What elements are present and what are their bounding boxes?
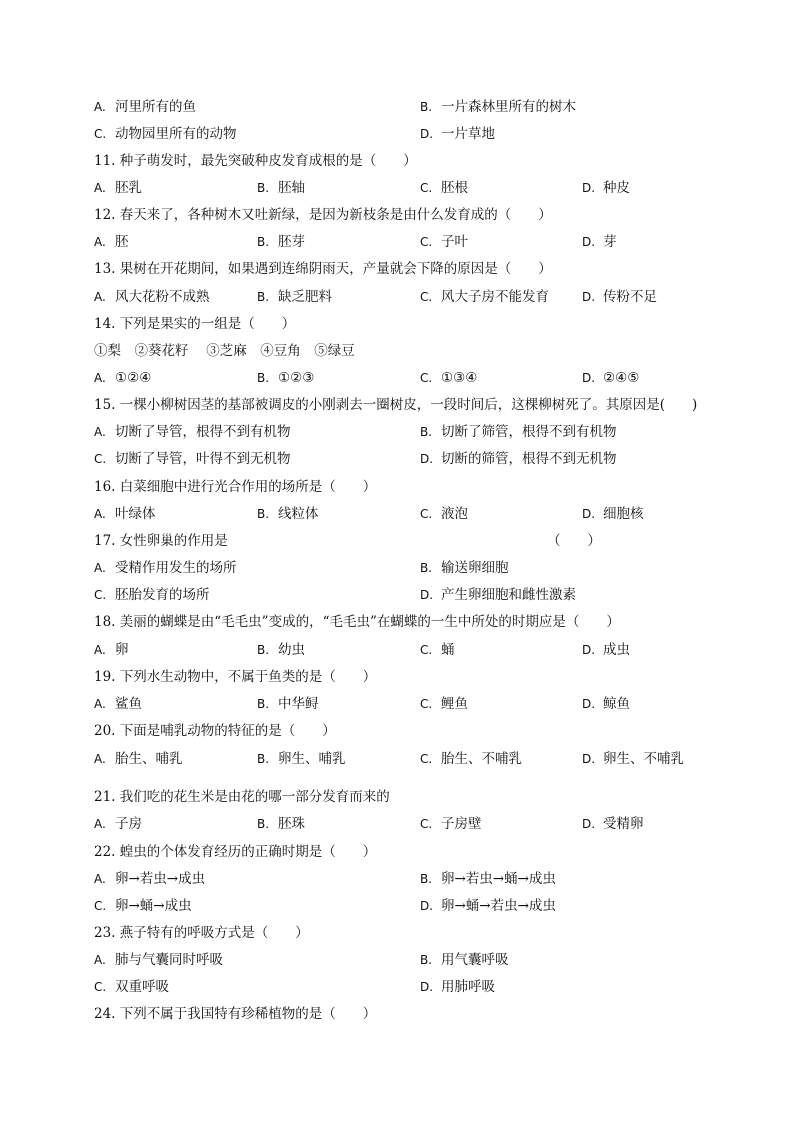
option-letter: B. (420, 100, 433, 114)
question-text: 17. 女性卵巢的作用是 (94, 533, 228, 549)
answer-option (582, 640, 630, 660)
question-line (94, 842, 734, 862)
answer-option (420, 504, 468, 524)
answer-option (420, 640, 455, 660)
answer-option (257, 178, 305, 198)
option-letter: B. (420, 561, 433, 575)
option-letter: A. (94, 817, 106, 831)
answer-option (257, 232, 305, 252)
option-text: ①②④ (115, 370, 152, 386)
option-text: 中华鲟 (278, 696, 319, 712)
answer-option (94, 950, 223, 970)
options-line (94, 368, 734, 388)
answer-option (94, 504, 156, 524)
option-text: 缺乏肥料 (278, 289, 332, 305)
options-line (94, 504, 734, 524)
answer-option (420, 896, 556, 916)
option-letter: D. (582, 697, 596, 711)
option-letter: D. (582, 752, 596, 766)
option-text: ①③④ (441, 370, 478, 386)
options-line (94, 422, 734, 442)
option-text: 用气囊呼吸 (441, 952, 509, 968)
question-line (94, 531, 734, 551)
option-letter: B. (420, 425, 433, 439)
option-text: 河里所有的鱼 (115, 99, 196, 115)
question-text: 16. 白菜细胞中进行光合作用的场所是（ ） (94, 479, 377, 495)
answer-option (257, 694, 319, 714)
option-text: 输送卵细胞 (441, 560, 509, 576)
answer-option (257, 287, 332, 307)
option-letter: D. (420, 127, 434, 141)
option-text: 卵→若虫→蛹→成虫 (441, 871, 556, 887)
question-text: 18. 美丽的蝴蝶是由“毛毛虫”变成的，“毛毛虫”在蝴蝶的一生中所处的时期应是（ ） (94, 614, 620, 630)
options-line (94, 950, 734, 970)
option-letter: C. (94, 980, 107, 994)
option-text: 幼虫 (278, 642, 305, 658)
answer-option (582, 749, 684, 769)
option-text: 双重呼吸 (115, 979, 169, 995)
answer-option (94, 422, 291, 442)
option-text: 切断的筛管，根得不到无机物 (441, 451, 617, 467)
question-text: 15. 一棵小柳树因茎的基部被调皮的小刚剥去一圈树皮，一段时间后，这棵柳树死了。其原因是( ) (94, 397, 698, 413)
option-text: 一片草地 (441, 126, 495, 142)
options-line (94, 896, 734, 916)
option-letter: A. (94, 507, 106, 521)
option-letter: A. (94, 181, 106, 195)
question-text: 19. 下列水生动物中，不属于鱼类的是（ ） (94, 669, 377, 685)
option-text: 子房壁 (441, 816, 482, 832)
answer-option (582, 504, 644, 524)
answer-option (420, 585, 576, 605)
answer-option (94, 449, 291, 469)
answer-option (94, 640, 129, 660)
question-line (94, 787, 734, 807)
question-line (94, 477, 734, 497)
answer-option (94, 178, 142, 198)
answer-option (257, 368, 314, 388)
option-letter: D. (420, 899, 434, 913)
option-letter: D. (420, 588, 434, 602)
option-letter: A. (94, 752, 106, 766)
options-line (94, 640, 734, 660)
answer-option (94, 694, 142, 714)
option-letter: A. (94, 290, 106, 304)
answer-option (94, 896, 192, 916)
answer-option (94, 869, 205, 889)
options-line (94, 558, 734, 578)
option-text: 芽 (603, 234, 617, 250)
answer-option (420, 749, 522, 769)
option-text: 子叶 (441, 234, 468, 250)
option-letter: B. (257, 643, 270, 657)
option-text: 胚珠 (278, 816, 305, 832)
option-letter: C. (94, 452, 107, 466)
option-letter: A. (94, 953, 106, 967)
option-letter: A. (94, 100, 106, 114)
question-text: 20. 下面是哺乳动物的特征的是（ ） (94, 723, 336, 739)
option-text: 产生卵细胞和雌性激素 (441, 587, 576, 603)
option-letter: C. (94, 899, 107, 913)
question-line (94, 314, 734, 334)
option-letter: C. (420, 817, 433, 831)
answer-option (420, 950, 509, 970)
answer-option (420, 558, 509, 578)
option-letter: D. (420, 980, 434, 994)
answer-option (257, 749, 346, 769)
option-letter: D. (582, 817, 596, 831)
option-text: 卵 (115, 642, 129, 658)
option-text: 风大子房不能发育 (441, 289, 549, 305)
options-line (94, 585, 734, 605)
options-line (94, 232, 734, 252)
option-letter: B. (257, 817, 270, 831)
answer-option (420, 287, 549, 307)
option-letter: A. (94, 371, 106, 385)
option-letter: C. (94, 588, 107, 602)
answer-option (420, 422, 617, 442)
option-text: 胎生、哺乳 (115, 751, 183, 767)
option-text: 胚轴 (278, 180, 305, 196)
option-letter: D. (582, 507, 596, 521)
option-text: 卵→蛹→成虫 (115, 898, 192, 914)
option-text: 肺与气囊同时呼吸 (115, 952, 223, 968)
question-text: 22. 蝗虫的个体发育经历的正确时期是（ ） (94, 844, 377, 860)
option-letter: B. (257, 235, 270, 249)
option-letter: A. (94, 561, 106, 575)
answer-option (94, 232, 129, 252)
answer-option (420, 178, 468, 198)
answer-option (420, 124, 495, 144)
option-text: 叶绿体 (115, 506, 156, 522)
answer-option (582, 694, 630, 714)
question-text: ①梨 ②葵花籽 ③芝麻 ④豆角 ⑤绿豆 (94, 343, 355, 359)
option-letter: C. (420, 643, 433, 657)
option-text: 胚 (115, 234, 129, 250)
question-line (94, 721, 734, 741)
answer-option (420, 869, 556, 889)
answer-option (420, 814, 482, 834)
answer-blank: （ ） (547, 533, 601, 549)
answer-option (582, 368, 639, 388)
option-letter: A. (94, 425, 106, 439)
option-text: 蛹 (441, 642, 455, 658)
option-letter: C. (420, 235, 433, 249)
option-text: 一片森林里所有的树木 (441, 99, 576, 115)
option-text: 胚乳 (115, 180, 142, 196)
option-text: 液泡 (441, 506, 468, 522)
answer-option (582, 814, 644, 834)
options-line (94, 694, 734, 714)
option-text: 细胞核 (603, 506, 644, 522)
option-letter: A. (94, 872, 106, 886)
answer-option (94, 368, 151, 388)
answer-option (257, 504, 319, 524)
question-line (94, 341, 734, 361)
option-text: ②④⑤ (603, 370, 640, 386)
question-line (94, 1004, 734, 1024)
option-letter: D. (582, 235, 596, 249)
option-letter: B. (257, 181, 270, 195)
question-line (94, 151, 734, 171)
option-text: 线粒体 (278, 506, 319, 522)
option-text: 鲸鱼 (603, 696, 630, 712)
option-text: 胚胎发育的场所 (115, 587, 210, 603)
option-text: 受精卵 (603, 816, 644, 832)
option-letter: C. (420, 290, 433, 304)
answer-option (94, 558, 237, 578)
option-text: 胎生、不哺乳 (441, 751, 522, 767)
answer-option (582, 232, 617, 252)
question-text: 12. 春天来了，各种树木又吐新绿，是因为新枝条是由什么发育成的（ ） (94, 207, 552, 223)
options-line (94, 178, 734, 198)
option-text: 受精作用发生的场所 (115, 560, 237, 576)
option-letter: A. (94, 643, 106, 657)
answer-option (257, 814, 305, 834)
option-text: 风大花粉不成熟 (115, 289, 210, 305)
option-text: 卵生、不哺乳 (603, 751, 684, 767)
option-text: 切断了导管，叶得不到无机物 (115, 451, 291, 467)
option-text: 成虫 (603, 642, 630, 658)
option-letter: D. (420, 452, 434, 466)
option-text: 胚芽 (278, 234, 305, 250)
option-text: 切断了导管，根得不到有机物 (115, 424, 291, 440)
option-letter: B. (420, 872, 433, 886)
option-letter: C. (420, 181, 433, 195)
question-line (94, 612, 734, 632)
answer-option (420, 694, 468, 714)
option-letter: C. (420, 697, 433, 711)
option-letter: B. (257, 290, 270, 304)
answer-option (420, 977, 495, 997)
option-letter: D. (582, 290, 596, 304)
options-line (94, 977, 734, 997)
answer-option (420, 232, 468, 252)
option-text: 卵→若虫→成虫 (115, 871, 206, 887)
question-line (94, 259, 734, 279)
question-text: 14. 下列是果实的一组是（ ） (94, 316, 296, 332)
answer-option (582, 287, 657, 307)
option-text: 用肺呼吸 (441, 979, 495, 995)
question-text: 13. 果树在开花期间，如果遇到连绵阴雨天，产量就会下降的原因是（ ） (94, 261, 552, 277)
option-letter: C. (420, 371, 433, 385)
question-line (94, 395, 734, 415)
answer-option (94, 124, 237, 144)
answer-option (94, 977, 169, 997)
option-letter: C. (94, 127, 107, 141)
options-line (94, 449, 734, 469)
question-text: 21. 我们吃的花生米是由花的哪一部分发育而来的 (94, 789, 390, 805)
option-letter: A. (94, 697, 106, 711)
option-letter: B. (257, 752, 270, 766)
option-text: 胚根 (441, 180, 468, 196)
options-line (94, 749, 734, 769)
option-letter: B. (257, 697, 270, 711)
option-text: ①②③ (278, 370, 315, 386)
option-text: 动物园里所有的动物 (115, 126, 237, 142)
option-letter: B. (257, 371, 270, 385)
answer-option (94, 814, 142, 834)
question-text: 24. 下列不属于我国特有珍稀植物的是（ ） (94, 1006, 377, 1022)
answer-option (420, 368, 477, 388)
answer-option (94, 585, 210, 605)
options-line (94, 869, 734, 889)
option-text: 鲨鱼 (115, 696, 142, 712)
option-letter: D. (582, 643, 596, 657)
option-letter: B. (257, 507, 270, 521)
options-line (94, 814, 734, 834)
options-line (94, 287, 734, 307)
question-text: 11. 种子萌发时，最先突破种皮发育成根的是（ ） (94, 153, 417, 169)
option-letter: D. (582, 371, 596, 385)
question-text: 23. 燕子特有的呼吸方式是（ ） (94, 925, 309, 941)
options-line (94, 124, 734, 144)
option-letter: B. (420, 953, 433, 967)
answer-option (420, 97, 576, 117)
question-line (94, 923, 734, 943)
option-text: 种皮 (603, 180, 630, 196)
option-text: 卵→蛹→若虫→成虫 (441, 898, 556, 914)
option-text: 卵生、哺乳 (278, 751, 346, 767)
option-text: 传粉不足 (603, 289, 657, 305)
answer-option (94, 749, 183, 769)
option-text: 切断了筛管，根得不到有机物 (441, 424, 617, 440)
question-line (94, 667, 734, 687)
question-line (94, 205, 734, 225)
answer-option (420, 449, 617, 469)
answer-option (582, 178, 630, 198)
options-line (94, 97, 734, 117)
option-letter: A. (94, 235, 106, 249)
option-text: 子房 (115, 816, 142, 832)
option-letter: D. (582, 181, 596, 195)
option-letter: C. (420, 752, 433, 766)
answer-option (94, 287, 210, 307)
answer-option (94, 97, 196, 117)
option-text: 鲤鱼 (441, 696, 468, 712)
option-letter: C. (420, 507, 433, 521)
answer-option (257, 640, 305, 660)
